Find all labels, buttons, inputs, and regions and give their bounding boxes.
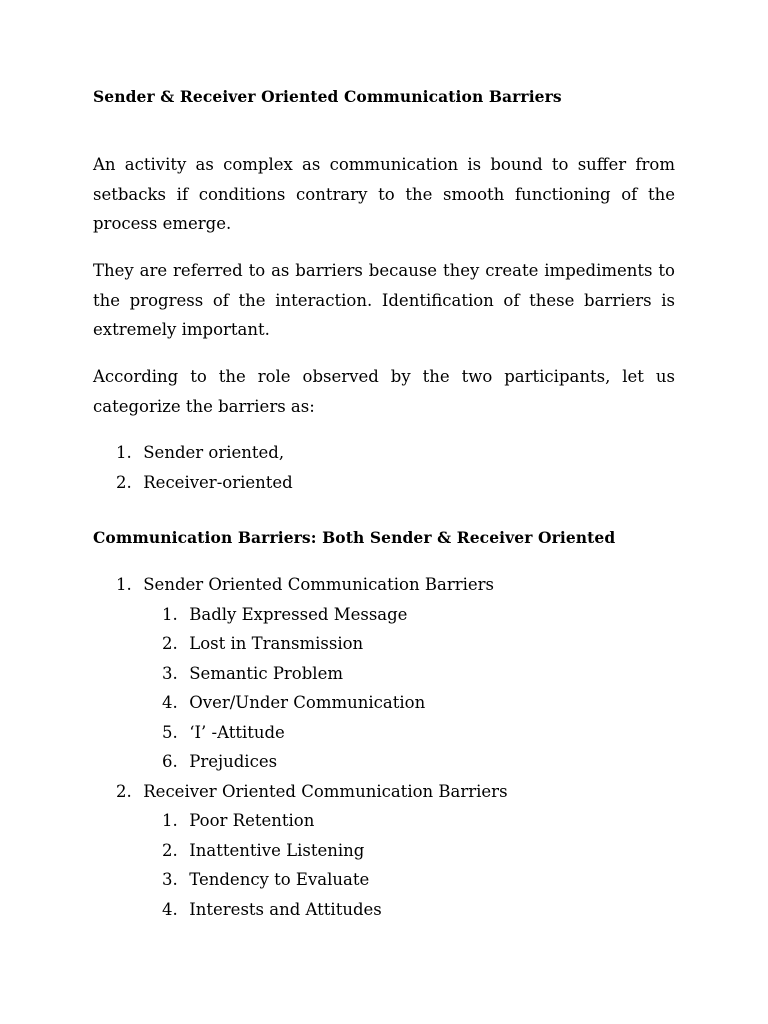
outline-group-receiver: 2. Receiver Oriented Communication Barriers 1. Poor Retention 2. Inattentive Listening 3. Tendency to Evaluate 4. Interests and Attitudes (116, 777, 508, 925)
list-item: 1. Sender oriented, (116, 443, 285, 462)
outline-group-label: Sender Oriented Communication Barriers (143, 575, 494, 594)
list-item: 4. Interests and Attitudes (162, 899, 382, 919)
paragraph-intro: An activity as complex as communication is bound to suffer from setbacks if conditions contrary to the smooth functioning of the process emerge. (93, 155, 675, 233)
receiver-barrier-list (116, 806, 508, 924)
section-heading: Communication Barriers: Both Sender & Receiver Oriented (93, 528, 616, 547)
paragraph-categorize: According to the role observed by the two participants, let us categorize the barriers as: (93, 367, 675, 416)
paragraph-barriers-definition: They are referred to as barriers because they create impediments to the progress of the interaction. Identification of these barriers is extremely important. (93, 261, 675, 339)
list-item: 2. Lost in Transmission (162, 634, 364, 653)
category-list (116, 438, 293, 497)
document-title: Sender & Receiver Oriented Communication Barriers (93, 87, 562, 106)
list-item: 1. Poor Retention (162, 811, 315, 830)
outline-group-label: Receiver Oriented Communication Barriers (143, 781, 508, 801)
list-item: 5. ‘I’ -Attitude (162, 722, 285, 742)
barrier-outline (116, 570, 508, 924)
list-item: 4. Over/Under Communication (162, 693, 426, 712)
list-item: 2. Inattentive Listening (162, 840, 365, 860)
sender-barrier-list (116, 600, 508, 777)
list-item: 1. Badly Expressed Message (162, 604, 408, 624)
list-item: 3. Semantic Problem (162, 663, 343, 683)
outline-group-sender: 1. Sender Oriented Communication Barriers 1. Badly Expressed Message 2. Lost in Transmission 3. Semantic Problem 4. Over/Under Communication 5. ‘I’ -Attitude 6. Prejudices (116, 570, 508, 777)
list-item: 2. Receiver-oriented (116, 472, 293, 492)
list-item: 3. Tendency to Evaluate (162, 870, 370, 889)
list-item: 6. Prejudices (162, 752, 278, 771)
